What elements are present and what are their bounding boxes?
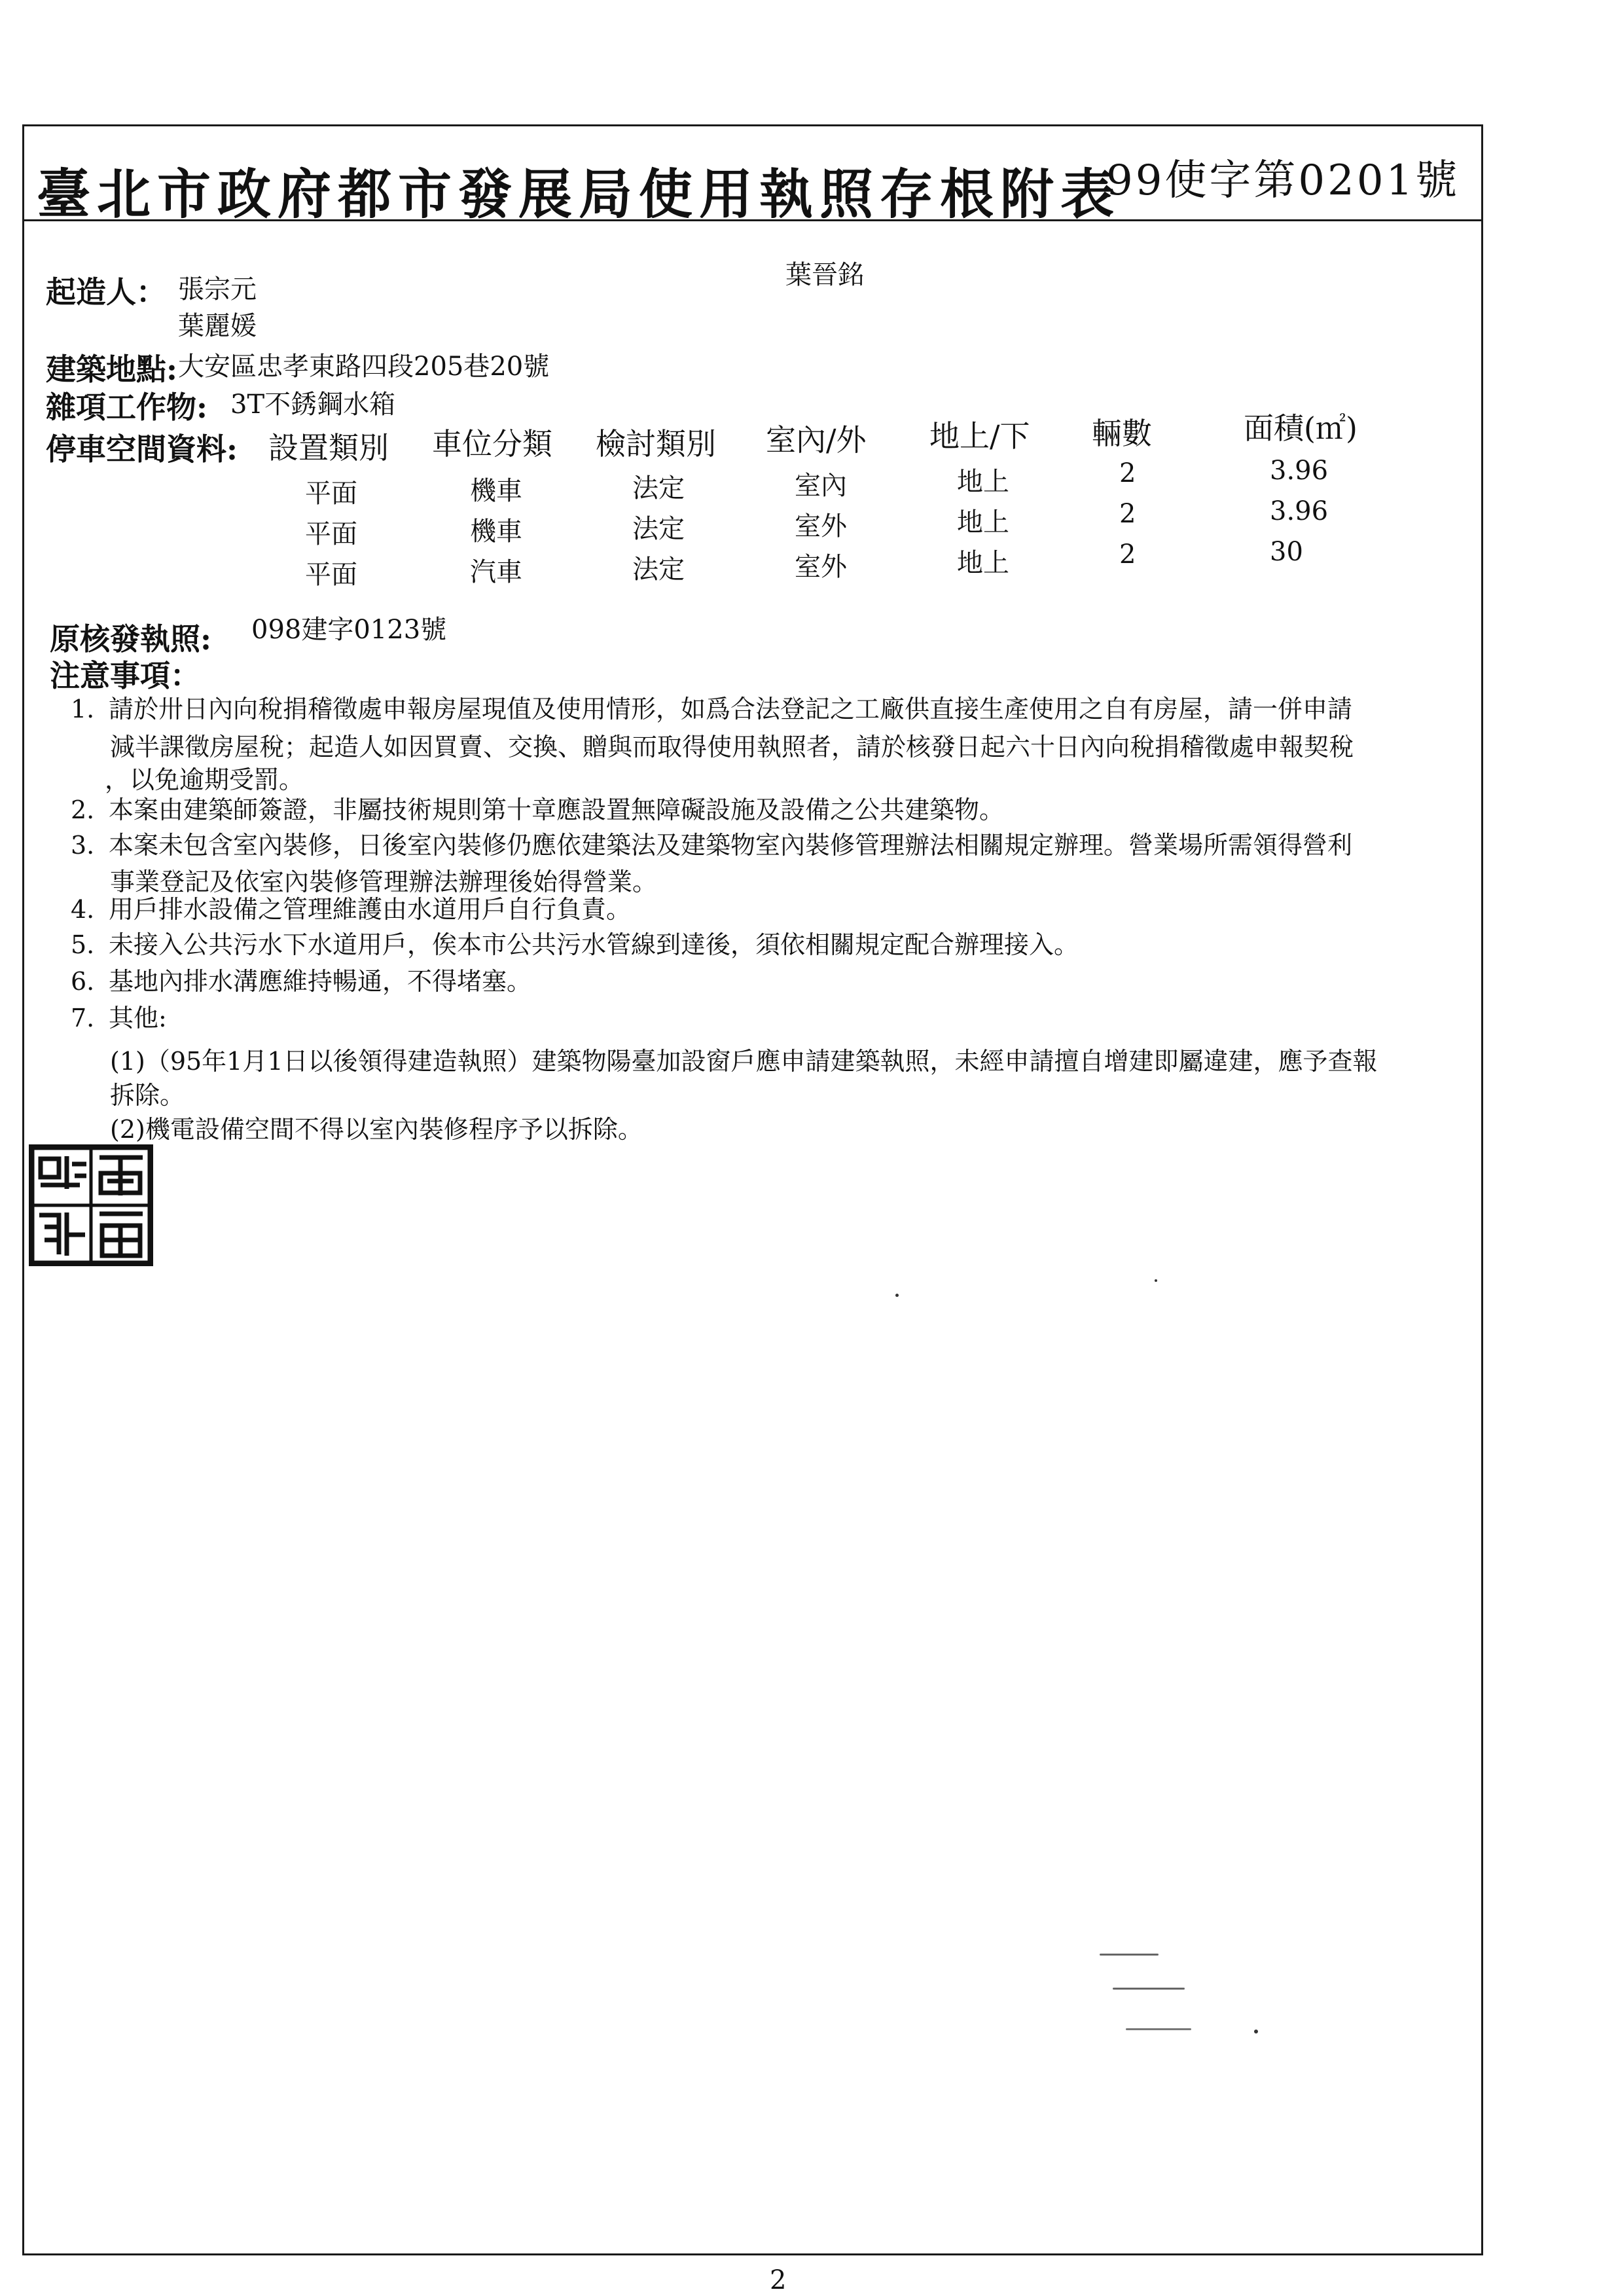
scan-speck [1100, 1954, 1159, 1956]
parking-header-area: 面積(㎡) [1244, 410, 1357, 446]
parking-header-type: 設置類別 [268, 430, 389, 465]
note-line: 其他: [109, 1004, 167, 1032]
note-line: ，以免逾期受罰。 [105, 765, 304, 794]
scan-speck [1113, 1988, 1185, 1990]
note-line: 本案未包含室內裝修，日後室內裝修仍應依建築法及建築物室內裝修管理辦法相關規定辦理。營業場所需領得營利 [109, 831, 1353, 860]
parking-cell: 室內 [795, 471, 847, 501]
parking-cell: 室外 [795, 511, 847, 541]
parking-cell: 法定 [632, 555, 685, 585]
note-line: 基地內排水溝應維持暢通，不得堵塞。 [109, 967, 532, 996]
note-other-line: (2)機電設備空間不得以室內裝修程序予以拆除。 [110, 1115, 643, 1144]
parking-cell: 法定 [632, 514, 685, 544]
note-line: 事業登記及依室內裝修管理辦法辦理後始得營業。 [110, 867, 658, 896]
note-line: 減半課徵房屋稅；起造人如因買賣、交換、贈與而取得使用執照者，請於核發日起六十日內向稅捐稽徵處申報契稅 [110, 733, 1354, 761]
parking-header-class: 車位分類 [432, 426, 552, 462]
applicant-name-3: 葉晉銘 [785, 260, 864, 290]
note-number: 5. [71, 930, 95, 959]
original-license-value: 098建字0123號 [251, 615, 447, 645]
page-number: 2 [770, 2265, 787, 2295]
note-item [71, 966, 531, 996]
scan-speck [895, 1294, 899, 1297]
note-line: 本案由建築師簽證，非屬技術規則第十章應設置無障礙設施及設備之公共建築物。 [109, 795, 1005, 824]
scan-speck [1155, 1279, 1157, 1282]
applicant-name-2: 葉麗媛 [178, 311, 257, 341]
original-license-label: 原核發執照: [50, 621, 211, 657]
note-item [71, 694, 1352, 724]
parking-cell: 地上 [957, 507, 1009, 538]
notes-label: 注意事項： [50, 658, 200, 693]
parking-header-indoor: 室內/外 [766, 422, 867, 458]
note-item [71, 795, 1004, 825]
parking-header-level: 地上/下 [929, 418, 1030, 454]
note-other-line: (1)（95年1月1日以後領得建造執照）建築物陽臺加設窗戶應申請建築執照，未經申請擅自增建即屬違建，應予查報 [110, 1047, 1378, 1076]
note-number: 7. [71, 1004, 95, 1032]
misc-structure-label: 雜項工作物: [46, 390, 207, 425]
note-item [71, 930, 1079, 960]
parking-cell: 平面 [305, 560, 357, 590]
note-number: 3. [71, 831, 95, 860]
parking-cell: 機車 [470, 476, 522, 506]
note-number: 6. [71, 967, 95, 996]
parking-cell: 3.96 [1270, 456, 1329, 486]
parking-cell: 2 [1119, 458, 1136, 488]
parking-cell: 地上 [957, 548, 1009, 578]
note-item [71, 830, 1352, 860]
parking-cell: 平面 [305, 519, 357, 549]
parking-cell: 3.96 [1270, 496, 1329, 526]
site-value: 大安區忠孝東路四段205巷20號 [178, 352, 550, 382]
parking-header-count: 輛數 [1092, 416, 1152, 451]
parking-cell: 室外 [795, 552, 847, 582]
note-line: 未接入公共污水下水道用戶，俟本市公共污水管線到達後，須依相關規定配合辦理接入。 [109, 930, 1079, 959]
applicant-label: 起造人： [46, 274, 166, 310]
note-number: 2. [71, 795, 95, 824]
scan-speck [1126, 2028, 1191, 2030]
parking-cell: 汽車 [470, 557, 522, 587]
parking-cell: 2 [1119, 539, 1136, 570]
parking-header-review: 檢討類別 [596, 426, 716, 462]
applicant-name-1: 張宗元 [178, 274, 257, 304]
parking-cell: 法定 [632, 473, 685, 503]
misc-structure-value: 3T不銹鋼水箱 [230, 390, 396, 420]
parking-cell: 2 [1119, 499, 1136, 529]
note-line: 請於卅日內向稅捐稽徵處申報房屋現值及使用情形，如爲合法登記之工廠供直接生產使用之自有房屋，請一併申請 [109, 695, 1353, 723]
note-line: 用戶排水設備之管理維護由水道用戶自行負責。 [109, 895, 632, 924]
note-item [71, 894, 631, 924]
parking-cell: 地上 [957, 467, 1009, 497]
parking-cell: 平面 [305, 479, 357, 509]
official-seal-stamp [29, 1144, 153, 1266]
permit-number: 99使字第0201號 [1106, 156, 1460, 205]
note-number: 1. [71, 695, 95, 723]
site-label: 建築地點: [46, 352, 177, 387]
note-other-line: 拆除。 [110, 1081, 185, 1110]
parking-cell: 30 [1270, 537, 1303, 567]
parking-cell: 機車 [470, 517, 522, 547]
document-title: 臺北市政府都市發展局使用執照存根附表 [37, 163, 1121, 226]
parking-label: 停車空間資料: [46, 431, 238, 467]
scan-speck [1254, 2030, 1258, 2033]
note-item [71, 1003, 167, 1033]
note-number: 4. [71, 895, 95, 924]
